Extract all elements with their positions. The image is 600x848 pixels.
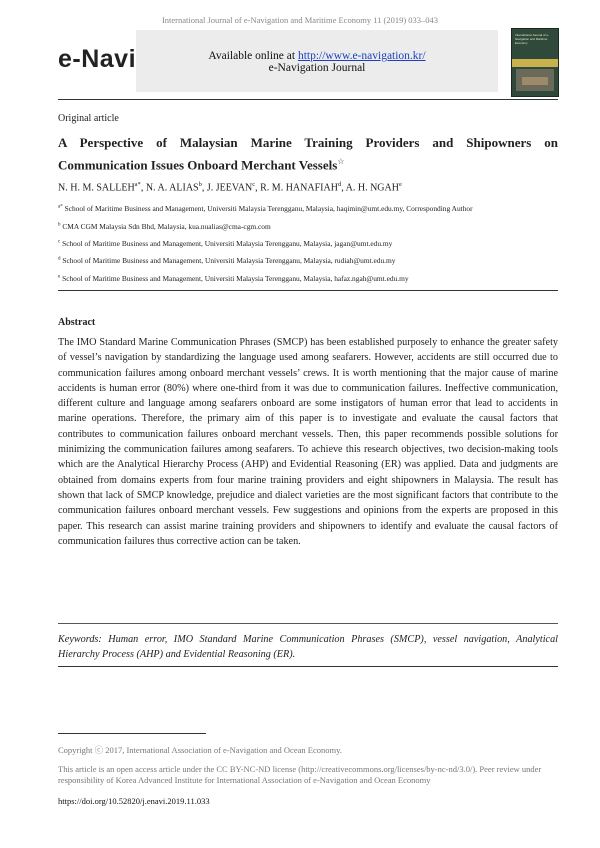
affiliation-text: CMA CGM Malaysia Sdn Bhd, Malaysia, kua.nualias@cma-cgm.com [60,222,271,231]
keywords-top-rule [58,623,558,624]
affiliation-text: School of Maritime Business and Management, Universiti Malaysia Terengganu, Malaysia, jagan@umt.edu.my [60,239,393,248]
affiliation-mark: a* [58,204,63,210]
keywords-bottom-rule [58,666,558,667]
article-type: Original article [58,113,119,124]
article-title [58,133,558,174]
affiliation [58,239,558,248]
journal-banner [58,28,558,96]
affiliation [58,274,558,283]
copyright-notice: Copyright ⓒ 2017, International Association of e-Navigation and Ocean Economy. [58,745,342,755]
footnote-rule [58,733,206,734]
author-affil-mark: d [337,181,342,188]
license-notice: This article is an open access article under the CC BY-NC-ND license (http://creativecommons.org/licenses/by-nc-nd/3.0/). Peer review under responsibility of Korea Advanced Institute for International Association of e-Navigation and Ocean Economy [58,764,542,785]
author-affil-mark: c [252,181,256,188]
author-separator: , [201,182,207,194]
title-footnote-mark: ☆ [337,157,345,166]
author-affil-mark: a* [134,181,141,188]
author-name: R. M. HANAFIAH [260,182,338,194]
abstract-body: The IMO Standard Marine Communication Phrases (SMCP) has been established purposely to enhance the greater safety of vessel’s navigation by standardizing the language used among seafarers. However, accidents are still occurred due to communication failures among onboard merchant vessels’ crews. It is worth mentioning that the major cause of marine accidents is human error (80%) where one-third from it was due to communication failures. Ineffective communication, different culture and language among seafarers onboard are some instigators of human error that lead to accidents in marine operations. Therefore, the primary aim of this paper is to investigate and evaluate the causal factors that contributes to communication failures onboard merchant vessels. Then, this paper recommends possible solutions for minimizing the communication failures among seafarers. To achieve this research objectives, two decision-making tools which are the Analytical Hierarchy Process (AHP) and Evidential Reasoning (ER) was applied. Data and judgments are obtained from domains experts from four marine training providers and eight shipowners in Malaysia. The result has shown that lack of SMCP knowledge, prejudice and dialect varieties are the most significant factors that contribute to the communication failures onboard merchant vessels. Few suggestions and opinions from the experts are proposed in this paper. This research can assist marine training providers and shipowners to identify and evaluate the causal factors of communication failures thus corrective action can be taken. [58,337,558,547]
affiliation-mark: c [58,239,61,245]
cover-photo [516,69,554,91]
author-name: N. A. ALIAS [145,182,199,194]
affiliation-mark: b [58,222,61,228]
author-name: J. JEEVAN [206,182,253,194]
author-separator: , [140,182,146,194]
author-list [58,181,402,193]
cover-title: International Journal of e-Navigation and Maritime Economy [515,33,550,45]
author-name: A. H. NGAH [345,182,399,194]
header-rule [58,99,558,100]
author-separator: , [341,182,346,194]
abstract-heading: Abstract [58,317,96,328]
available-prefix: Available online at [208,50,298,62]
journal-name: e-Navigation Journal [268,62,366,74]
affiliation-mark: d [58,256,61,262]
affiliations-rule [58,290,558,291]
title-text: A Perspective of Malaysian Marine Training Providers and Shipowners on Communication Issues Onboard Merchant Vessels [58,135,558,173]
author-affil-mark: e [398,181,402,188]
journal-logo: e-Navi [58,45,137,73]
affiliation [58,256,558,265]
affiliation [58,222,558,231]
affiliation-text: School of Maritime Business and Management, Universiti Malaysia Terengganu, Malaysia, haqimin@umt.edu.my, Corresponding Author [62,204,473,213]
affiliation [58,204,558,213]
availability-line [136,50,498,62]
author-separator: , [255,182,261,194]
author-name: N. H. M. SALLEH [58,182,135,194]
availability-box [136,30,498,92]
journal-url-link[interactable]: http://www.e-navigation.kr/ [297,50,426,62]
affiliation-text: School of Maritime Business and Management, Universiti Malaysia Terengganu, Malaysia, rudiah@umt.edu.my [60,256,396,265]
cover-band [512,59,558,67]
keywords: Keywords: Human error, IMO Standard Marine Communication Phrases (SMCP), vessel navigation, Analytical Hierarchy Process (AHP) and Evidential Reasoning (ER). [58,634,558,661]
journal-cover-thumbnail [511,28,559,97]
affiliation-mark: e [58,274,61,280]
author-affil-mark: b [198,181,202,188]
affiliation-text: School of Maritime Business and Management, Universiti Malaysia Terengganu, Malaysia, hafaz.ngah@umt.edu.my [60,274,409,283]
running-head: International Journal of e-Navigation and Maritime Economy 11 (2019) 033–043 [161,15,439,25]
doi-link[interactable]: https://doi.org/10.52820/j.enavi.2019.11.033 [58,796,210,806]
